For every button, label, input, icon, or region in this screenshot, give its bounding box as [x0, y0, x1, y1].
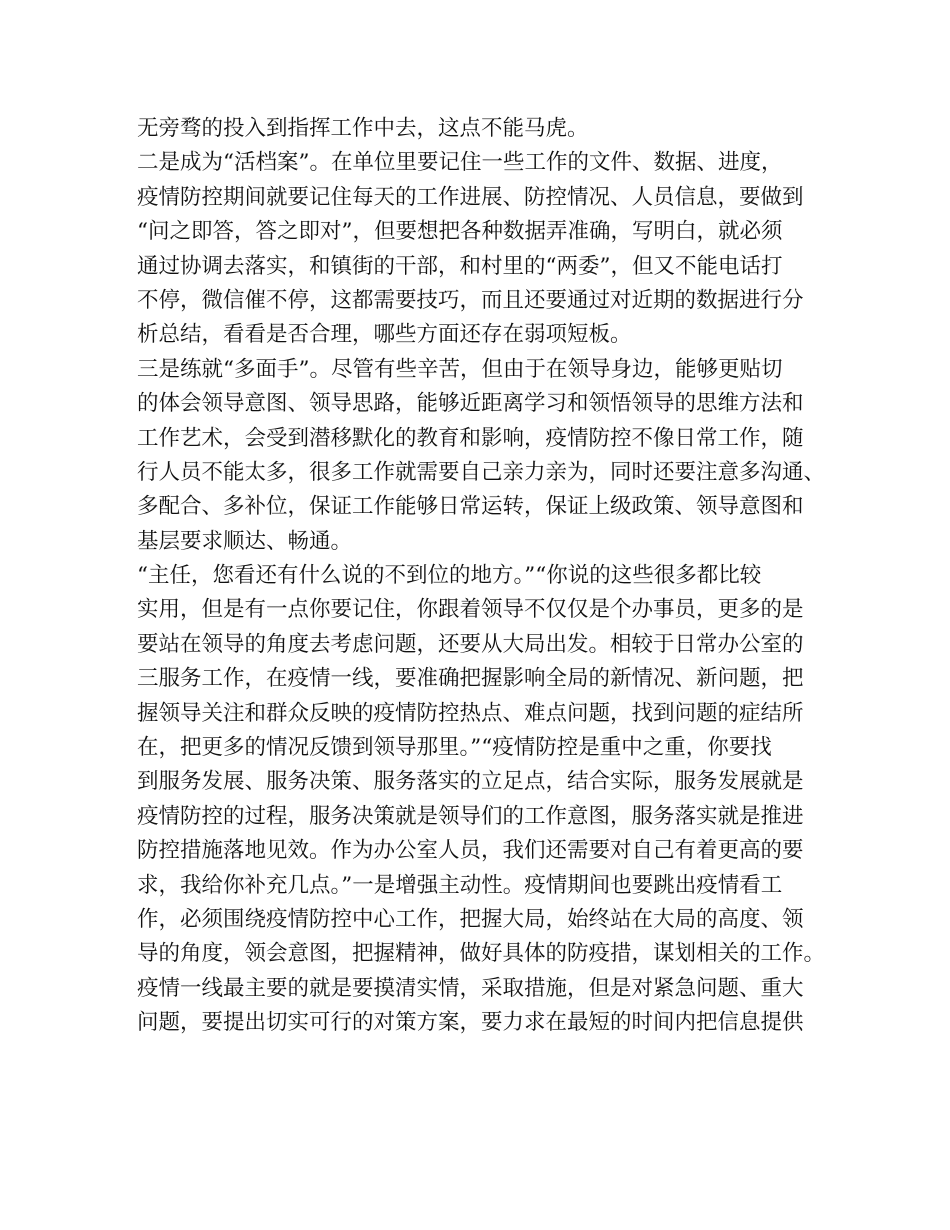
- text-line: 要站在领导的角度去考虑问题，还要从大局出发。相较于日常办公室的: [137, 631, 804, 657]
- text-line: 二是成为“活档案”。在单位里要记住一些工作的文件、数据、进度，: [137, 150, 783, 176]
- text-line: 握领导关注和群众反映的疫情防控热点、难点问题，找到问题的症结所: [137, 700, 804, 726]
- text-line: 疫情防控的过程，服务决策就是领导们的工作意图，服务落实就是推进: [137, 803, 804, 829]
- text-line: 求，我给你补充几点。”一是增强主动性。疫情期间也要跳出疫情看工: [137, 872, 783, 898]
- text-line: 防控措施落地见效。作为办公室人员，我们还需要对自己有着更高的要: [137, 838, 804, 864]
- text-line: 行人员不能太多，很多工作就需要自己亲力亲为，同时还要注意多沟通、: [137, 459, 826, 485]
- text-line: 作，必须围绕疫情防控中心工作，把握大局，始终站在大局的高度、领: [137, 906, 804, 932]
- text-line: 疫情防控期间就要记住每天的工作进展、防控情况、人员信息，要做到: [137, 184, 804, 210]
- text-line: 无旁骛的投入到指挥工作中去，这点不能马虎。: [137, 116, 589, 141]
- text-line: 实用，但是有一点你要记住，你跟着领导不仅仅是个办事员，更多的是: [137, 597, 804, 623]
- text-line: 导的角度，领会意图，把握精神，做好具体的防疫措，谋划相关的工作。: [137, 941, 826, 967]
- text-line: “主任，您看还有什么说的不到位的地方。”“你说的这些很多都比较: [137, 563, 762, 589]
- text-line: 析总结，看看是否合理，哪些方面还存在弱项短板。: [137, 322, 632, 348]
- text-line: 多配合、多补位，保证工作能够日常运转，保证上级政策、领导意图和: [137, 494, 804, 520]
- text-line: 三服务工作，在疫情一线，要准确把握影响全局的新情况、新问题，把: [137, 666, 804, 692]
- text-line: 问题，要提出切实可行的对策方案，要力求在最短的时间内把信息提供: [137, 1010, 804, 1036]
- text-line: 疫情一线最主要的就是要摸清实情，采取措施，但是对紧急问题、重大: [137, 975, 804, 1001]
- text-line: 基层要求顺达、畅通。: [137, 528, 353, 554]
- text-line: 三是练就“多面手”。尽管有些辛苦，但由于在领导身边，能够更贴切: [137, 356, 783, 382]
- text-line: 的体会领导意图、领导思路，能够近距离学习和领悟领导的思维方法和: [137, 391, 804, 417]
- text-line: “问之即答，答之即对”，但要想把各种数据弄准确，写明白，就必须: [137, 219, 783, 245]
- text-line: 在，把更多的情况反馈到领导那里。”“疫情防控是重中之重，你要找: [137, 735, 772, 761]
- text-line: 不停，微信催不停，这都需要技巧，而且还要通过对近期的数据进行分: [137, 287, 804, 313]
- body-text: [137, 112, 827, 1041]
- text-line: 通过协调去落实，和镇街的干部，和村里的“两委”，但又不能电话打: [137, 253, 783, 279]
- text-line: 到服务发展、服务决策、服务落实的立足点，结合实际，服务发展就是: [137, 769, 804, 795]
- text-line: 工作艺术，会受到潜移默化的教育和影响，疫情防控不像日常工作，随: [137, 425, 804, 451]
